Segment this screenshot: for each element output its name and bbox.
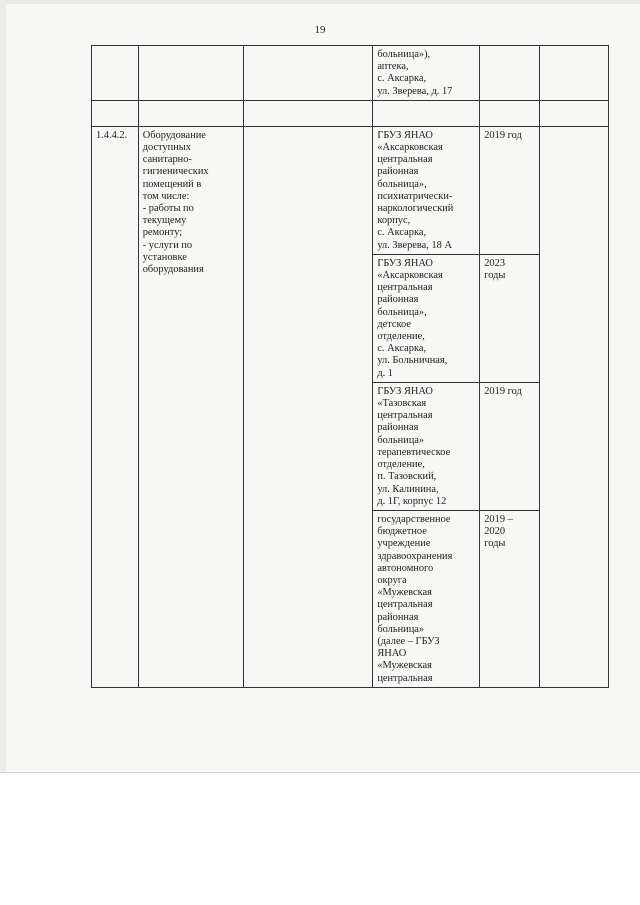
location-text: ГБУЗ ЯНАО «Тазовская центральная районная больница» терапевтическое отделение, п. Тазовский, ул. Калинина, д. 1Г, корпус 12: [377, 385, 451, 507]
period-text: 2023 годы: [484, 257, 506, 282]
measures-table: [91, 45, 609, 688]
table-row-gap: [92, 100, 609, 126]
location-text: больница»), аптека, с. Аксарка, ул. Зверева, д. 17: [377, 49, 453, 97]
period-text: 2019 год: [484, 385, 522, 397]
cell-item-number: [92, 126, 139, 687]
cell-period: [480, 126, 540, 254]
page-edge-top: [0, 0, 640, 4]
cell-location: [373, 46, 480, 101]
cell-period: [480, 46, 540, 101]
cell-number: [92, 46, 139, 101]
cell-name: [138, 46, 243, 101]
cell-location: [373, 382, 480, 510]
item-number: 1.4.4.2.: [96, 129, 128, 141]
location-text: ГБУЗ ЯНАО «Аксарковская центральная районная больница», психиатрически- наркологический корпус, с. Аксарка, ул. Зверева, 18 А: [377, 129, 454, 251]
cell-extra: [540, 126, 609, 687]
cell-blank: [243, 126, 373, 687]
cell-location: [373, 510, 480, 687]
cell-item-name: [138, 126, 243, 687]
table-row: [92, 126, 609, 254]
period-text: 2019 – 2020 годы: [484, 513, 513, 550]
location-text: государственное бюджетное учреждение здравоохранения автономного округа «Мужевская центральная районная больница» (далее – ГБУЗ ЯНАО «Мужевская центральная: [377, 513, 453, 684]
page-edge-left: [0, 0, 6, 772]
cell-blank: [243, 46, 373, 101]
item-name: Оборудование доступных санитарно- гигиенических помещений в том числе: - работы по текущему ремонту; - услуги по установке оборудования: [142, 129, 209, 276]
period-text: 2019 год: [484, 129, 522, 141]
cell-period: [480, 382, 540, 510]
location-text: ГБУЗ ЯНАО «Аксарковская центральная районная больница», детское отделение, с. Аксарка, ул. Больничная, д. 1: [377, 257, 448, 379]
cell-location: [373, 254, 480, 382]
cell-extra: [540, 46, 609, 101]
cell-location: [373, 126, 480, 254]
cell-period: [480, 254, 540, 382]
cell-period: [480, 510, 540, 687]
table-row: [92, 46, 609, 101]
page-number: 19: [314, 24, 326, 36]
